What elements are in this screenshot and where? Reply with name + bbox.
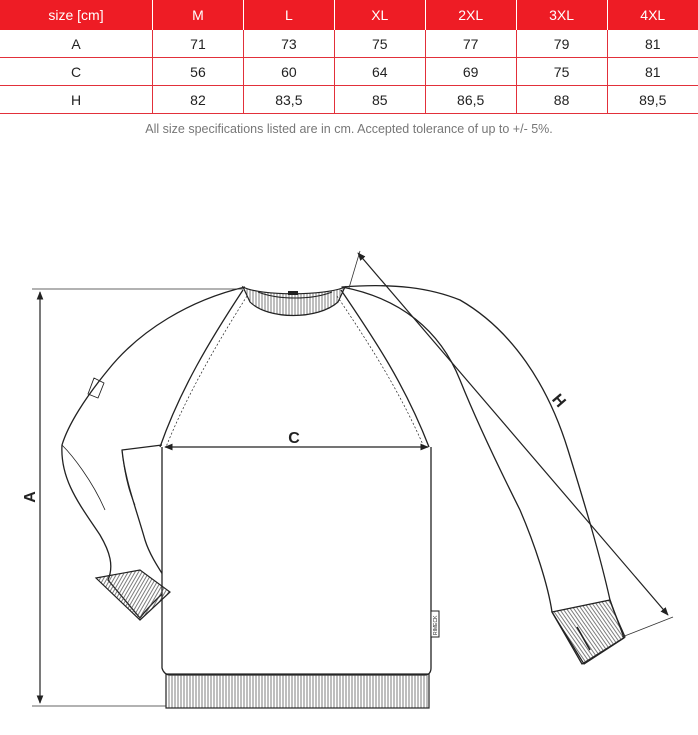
table-cell: 75 [334,30,425,58]
table-cell: 81 [607,30,698,58]
row-label: H [0,86,153,114]
table-cell: 82 [153,86,244,114]
dimension-c-label: C [288,430,300,447]
table-cell: 75 [516,58,607,86]
table-cell: 83,5 [243,86,334,114]
table-cell: 81 [607,58,698,86]
hem-rib [166,674,429,708]
header-xl: XL [334,0,425,30]
header-3xl: 3XL [516,0,607,30]
side-tag-text: RIMECK [433,615,439,635]
neck-label [288,291,298,295]
dimension-a-label: A [22,491,39,503]
row-label: C [0,58,153,86]
table-cell: 64 [334,58,425,86]
table-cell: 69 [425,58,516,86]
table-cell: 85 [334,86,425,114]
table-cell: 60 [243,58,334,86]
table-cell: 73 [243,30,334,58]
row-label: A [0,30,153,58]
table-cell: 71 [153,30,244,58]
header-l: L [243,0,334,30]
header-4xl: 4XL [607,0,698,30]
dimension-c [165,430,428,447]
header-m: M [153,0,244,30]
table-cell: 89,5 [607,86,698,114]
table-cell: 56 [153,58,244,86]
table-cell: 77 [425,30,516,58]
tolerance-note: All size specifications listed are in cm. Accepted tolerance of up to +/- 5%. [145,122,553,136]
table-cell: 86,5 [425,86,516,114]
sweatshirt-outline [62,286,625,675]
header-size-cm: size [cm] [0,0,153,30]
header-2xl: 2XL [425,0,516,30]
dimension-h-label: H [548,391,569,411]
table-cell: 88 [516,86,607,114]
table-cell: 79 [516,30,607,58]
